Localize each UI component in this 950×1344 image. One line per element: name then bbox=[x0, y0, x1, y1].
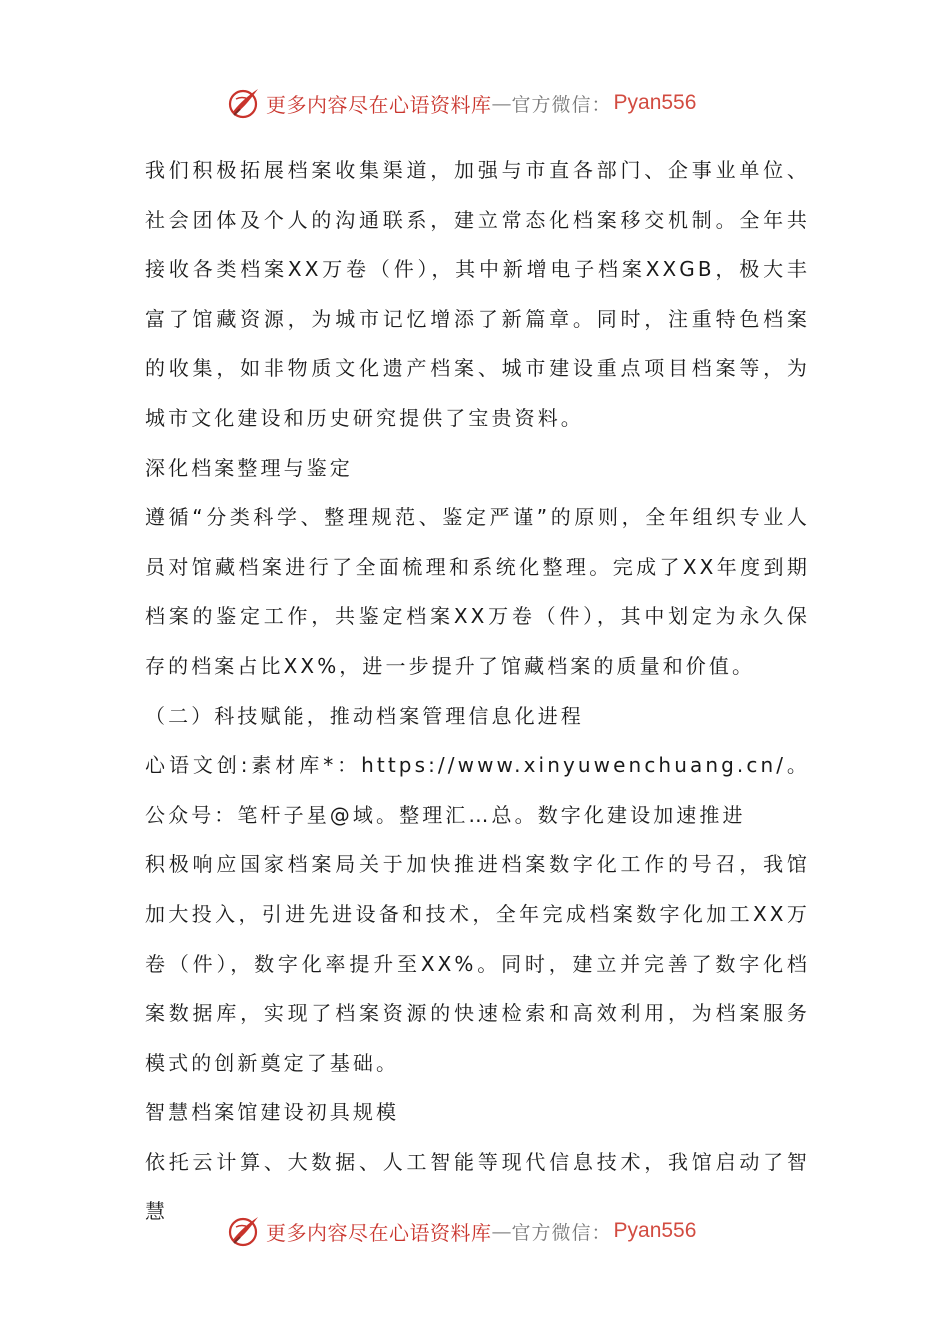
banner-wechat-id: Pyan556 bbox=[613, 1219, 697, 1242]
banner-wechat-label: 官方微信： bbox=[511, 1221, 612, 1244]
footer-watermark-banner bbox=[226, 1211, 726, 1251]
quill-logo-icon bbox=[226, 85, 262, 121]
banner-brand-text: 更多内容尽在心语资料库 bbox=[266, 92, 492, 117]
banner-wechat-id: Pyan556 bbox=[613, 91, 697, 114]
heading-arrangement-appraisal: 深化档案整理与鉴定 bbox=[145, 455, 353, 480]
paragraph-appraisal: 遵循“分类科学、整理规范、鉴定严谨”的原则，全年组织专业人员对馆藏档案进行了全面梳理和系统化整理。完成了XX年度到期档案的鉴定工作，共鉴定档案XX万卷（件），其中划定为永久保存的档案占比XX%，进一步提升了馆藏档案的质量和价值。 bbox=[145, 505, 810, 678]
section-heading-tech: （二）科技赋能，推动档案管理信息化进程 bbox=[145, 703, 584, 728]
header-watermark-banner bbox=[226, 83, 726, 123]
banner-wechat-label: 官方微信： bbox=[511, 93, 612, 116]
quill-logo-icon bbox=[226, 1213, 262, 1249]
paragraph-source-note: 心语文创:素材库*：https://www.xinyuwenchuang.cn/。公众号：笔杆子星@域。整理汇…总。数字化建设加速推进 bbox=[145, 753, 810, 827]
banner-brand-text: 更多内容尽在心语资料库 bbox=[266, 1220, 492, 1245]
banner-dash: — bbox=[491, 1219, 512, 1243]
heading-smart-archive: 智慧档案馆建设初具规模 bbox=[145, 1100, 400, 1125]
paragraph-digitization: 积极响应国家档案局关于加快推进档案数字化工作的号召，我馆加大投入，引进先进设备和技术，全年完成档案数字化加工XX万卷（件），数字化率提升至XX%。同时，建立并完善了数字化档案数据库，实现了档案资源的快速检索和高效利用，为档案服务模式的创新奠定了基础。 bbox=[145, 852, 810, 1075]
banner-dash: — bbox=[491, 91, 512, 115]
paragraph-collection: 我们积极拓展档案收集渠道，加强与市直各部门、企事业单位、社会团体及个人的沟通联系，建立常态化档案移交机制。全年共接收各类档案XX万卷（件），其中新增电子档案XXGB，极大丰富了馆藏资源，为城市记忆增添了新篇章。同时，注重特色档案的收集，如非物质文化遗产档案、城市建设重点项目档案等，为城市文化建设和历史研究提供了宝贵资料。 bbox=[145, 158, 810, 430]
paragraph-smart-archive: 依托云计算、大数据、人工智能等现代信息技术，我馆启动了智慧 bbox=[145, 1149, 810, 1224]
document-body bbox=[145, 146, 810, 1237]
